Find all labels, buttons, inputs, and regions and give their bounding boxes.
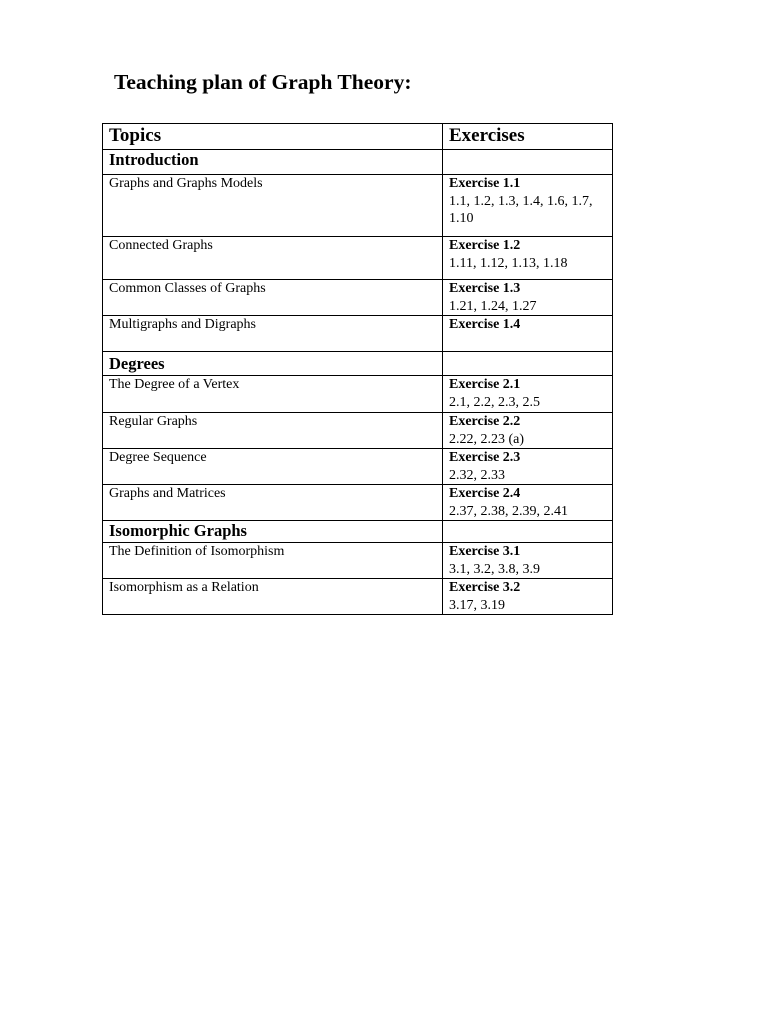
- exercise-cell: [443, 449, 613, 485]
- table-row: [103, 316, 613, 352]
- table-row: [103, 485, 613, 521]
- section-title: Isomorphic Graphs: [103, 521, 443, 543]
- exercise-cell: [443, 175, 613, 237]
- exercise-problems: 1.11, 1.12, 1.13, 1.18: [449, 255, 568, 271]
- exercise-cell: [443, 413, 613, 449]
- topic-cell: The Definition of Isomorphism: [103, 543, 443, 579]
- teaching-plan-table: [102, 123, 613, 615]
- table-row: [103, 543, 613, 579]
- section-row-isomorphic-graphs: [103, 521, 613, 543]
- table-row: [103, 579, 613, 615]
- section-row-introduction: [103, 150, 613, 175]
- exercise-problems: 1.21, 1.24, 1.27: [449, 298, 537, 314]
- exercise-title: Exercise 2.2: [449, 414, 521, 429]
- exercise-title: Exercise 2.3: [449, 450, 521, 465]
- table-row: [103, 376, 613, 413]
- exercise-title: Exercise 3.1: [449, 544, 521, 559]
- topic-cell: Common Classes of Graphs: [103, 280, 443, 316]
- table-row: [103, 175, 613, 237]
- topic-cell: Regular Graphs: [103, 413, 443, 449]
- exercise-cell: [443, 376, 613, 413]
- exercise-cell: [443, 485, 613, 521]
- exercise-title: Exercise 1.4: [449, 317, 521, 332]
- exercise-title: Exercise 1.1: [449, 176, 521, 191]
- exercise-problems: 2.32, 2.33: [449, 467, 505, 483]
- exercise-problems: 2.37, 2.38, 2.39, 2.41: [449, 503, 568, 519]
- exercise-title: Exercise 1.3: [449, 281, 521, 296]
- exercise-problems: 2.1, 2.2, 2.3, 2.5: [449, 394, 540, 410]
- topic-cell: Graphs and Matrices: [103, 485, 443, 521]
- exercise-title: Exercise 2.1: [449, 377, 521, 392]
- table-row: [103, 413, 613, 449]
- exercise-problems: 3.17, 3.19: [449, 597, 505, 613]
- topics-header: Topics: [103, 124, 443, 150]
- exercise-title: Exercise 2.4: [449, 486, 521, 501]
- table-row: [103, 449, 613, 485]
- exercise-cell: [443, 316, 613, 352]
- exercise-cell: [443, 280, 613, 316]
- table-row: [103, 280, 613, 316]
- topic-cell: Connected Graphs: [103, 237, 443, 280]
- exercise-problems: 3.1, 3.2, 3.8, 3.9: [449, 561, 540, 577]
- exercise-title: Exercise 3.2: [449, 580, 521, 595]
- table-header-row: [103, 124, 613, 150]
- section-title: Degrees: [103, 352, 443, 376]
- exercise-problems: 1.1, 1.2, 1.3, 1.4, 1.6, 1.7, 1.10: [449, 193, 593, 226]
- section-row-degrees: [103, 352, 613, 376]
- exercise-cell: [443, 237, 613, 280]
- table-row: [103, 237, 613, 280]
- exercises-header: Exercises: [443, 124, 613, 150]
- exercise-cell: [443, 579, 613, 615]
- topic-cell: Degree Sequence: [103, 449, 443, 485]
- section-title: Introduction: [103, 150, 443, 175]
- topic-cell: The Degree of a Vertex: [103, 376, 443, 413]
- exercise-title: Exercise 1.2: [449, 238, 521, 253]
- topic-cell: Graphs and Graphs Models: [103, 175, 443, 237]
- exercise-cell: [443, 543, 613, 579]
- exercise-problems: 2.22, 2.23 (a): [449, 431, 525, 447]
- topic-cell: Multigraphs and Digraphs: [103, 316, 443, 352]
- topic-cell: Isomorphism as a Relation: [103, 579, 443, 615]
- page-title: Teaching plan of Graph Theory:: [114, 70, 412, 94]
